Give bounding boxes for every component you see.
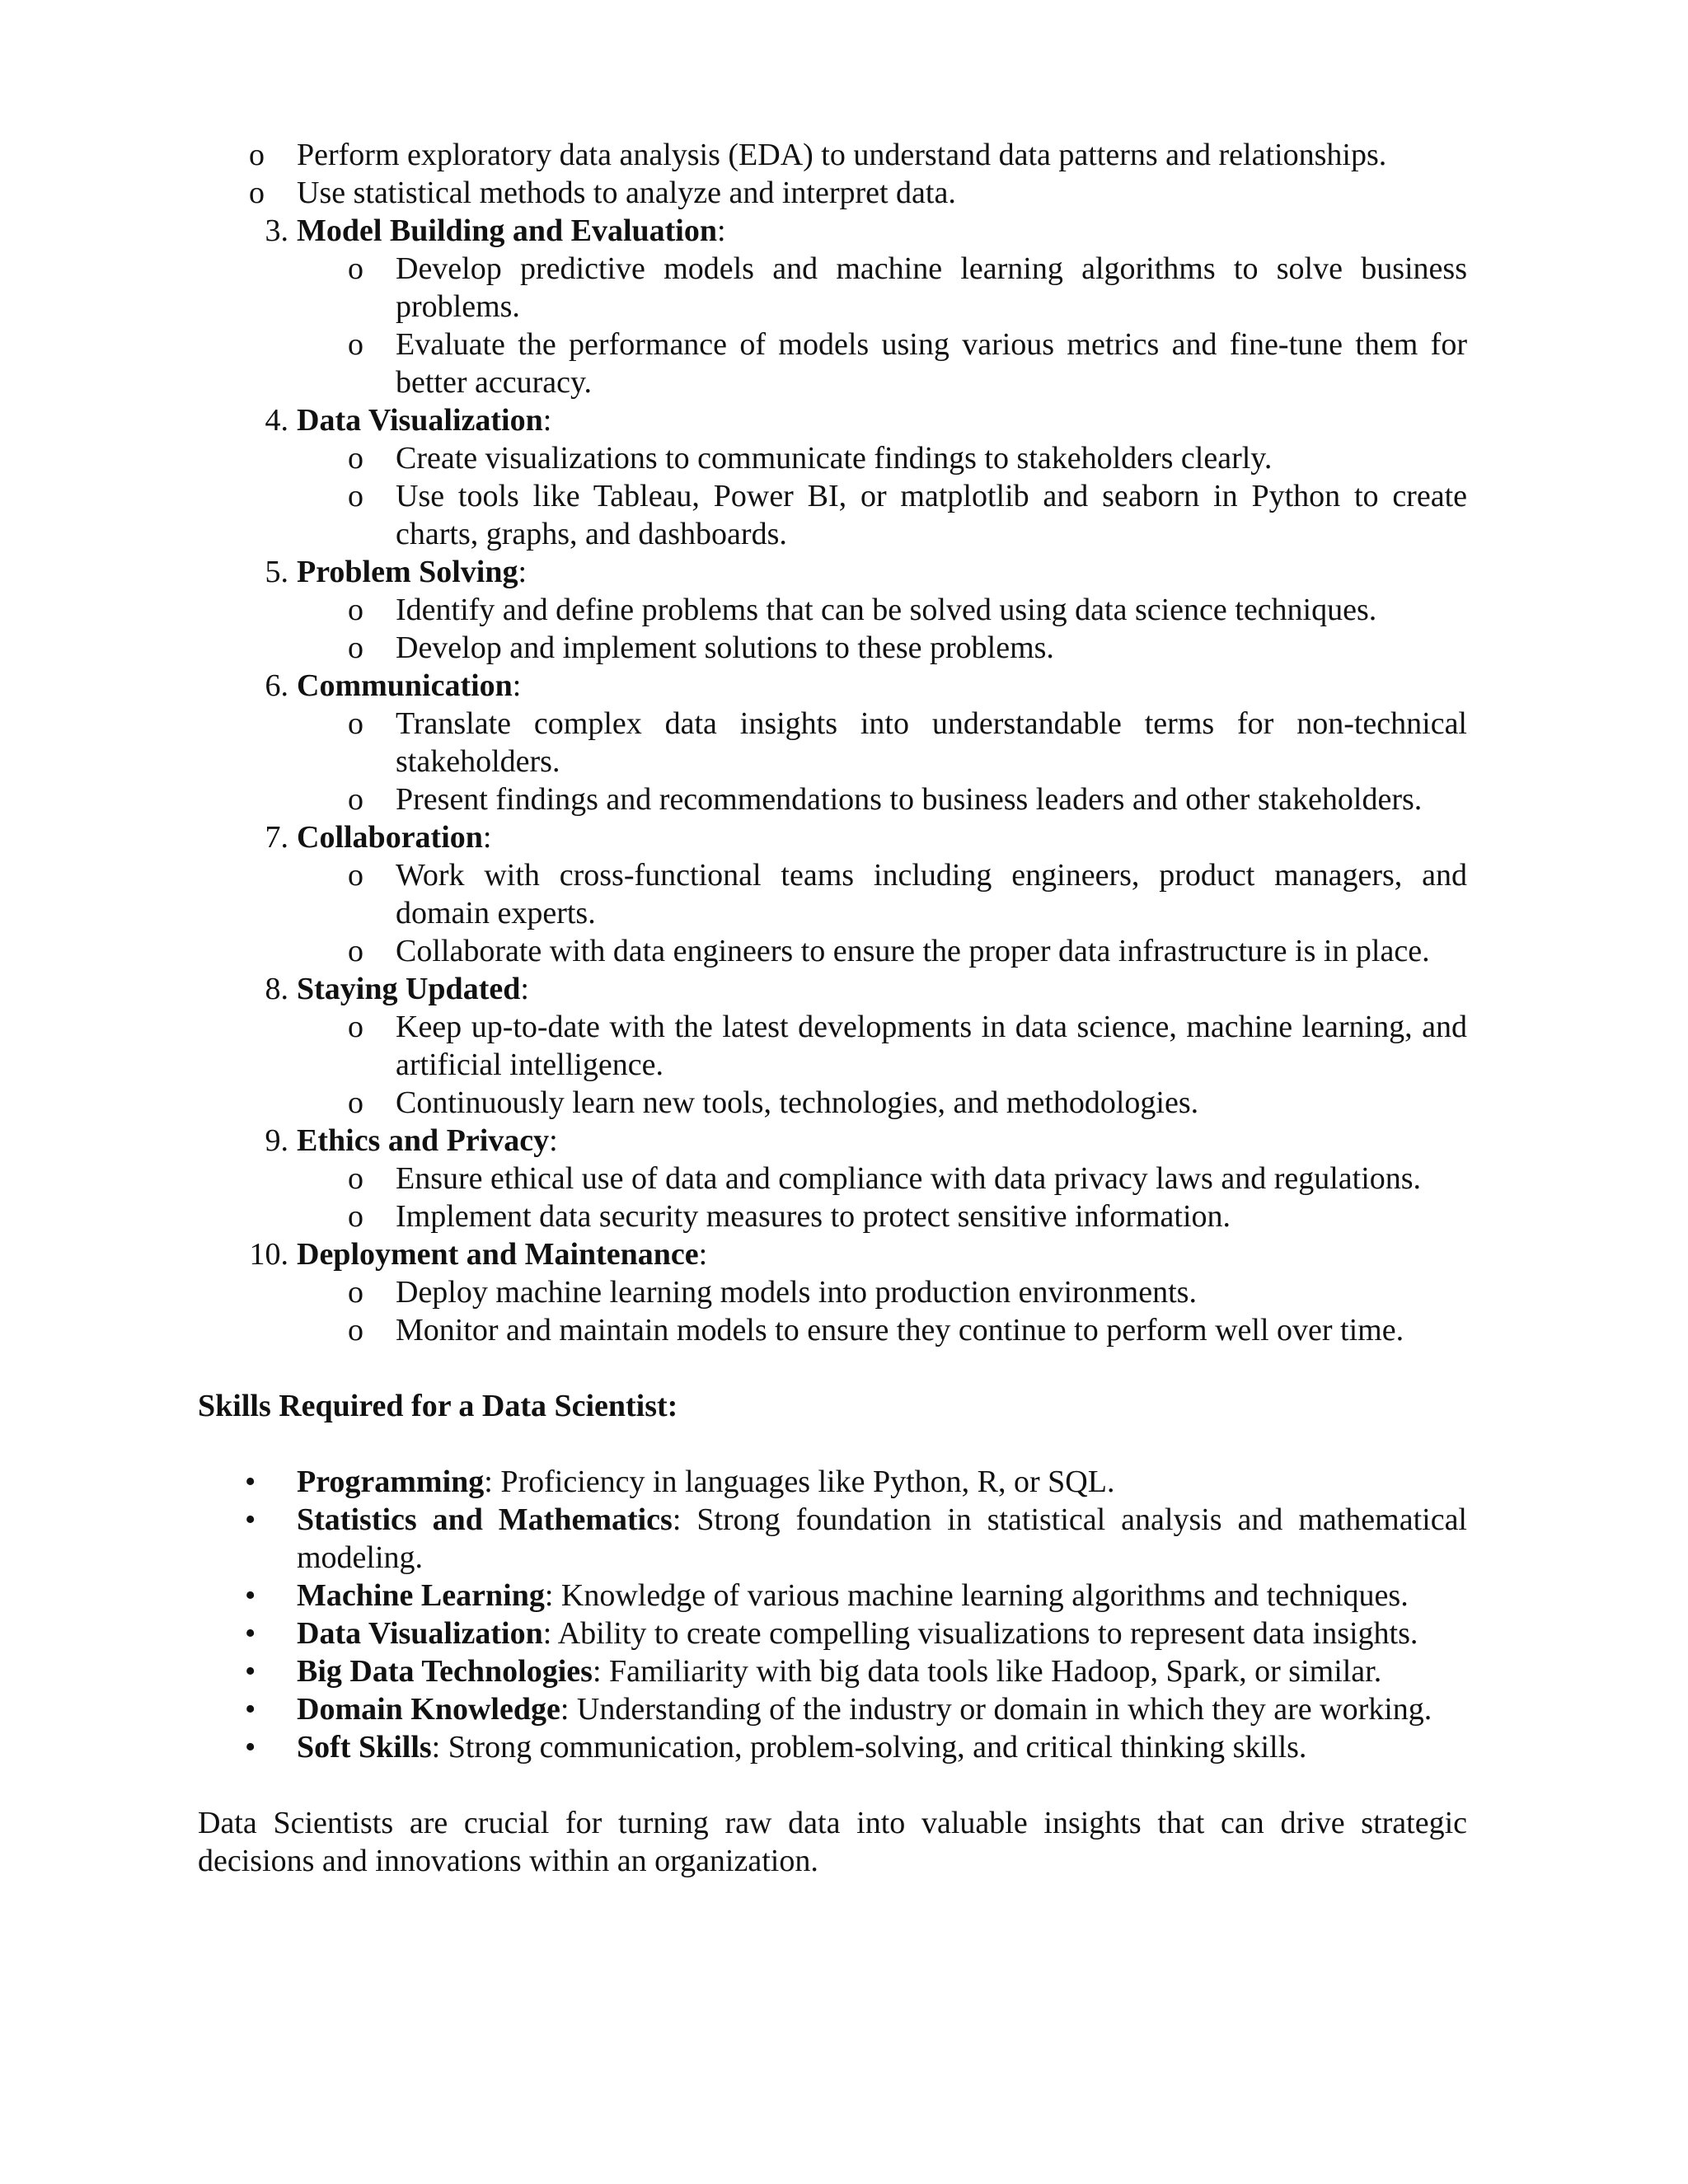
section-number: 9. [265,1123,288,1158]
skill-description: : Familiarity with big data tools like Hadoop, Spark, or similar. [592,1654,1382,1689]
section-colon: : [717,213,726,248]
sub-item-text: Continuously learn new tools, technologies, and methodologies. [396,1085,1199,1120]
document-body [198,136,1467,1880]
sub-list-item [99,174,1467,212]
section-number: 8. [265,972,288,1006]
continued-sub-list [198,136,1467,212]
section-item [198,1235,1467,1349]
skill-description: : Knowledge of various machine learning algorithms and techniques. [544,1578,1409,1613]
bullet-icon: • [245,1578,256,1613]
skill-name: Statistics and Mathematics [297,1502,673,1537]
section-colon: : [542,403,552,438]
sub-list-item [198,705,1467,780]
sub-bullet-marker: o [348,1085,363,1120]
sub-list-item [198,439,1467,477]
skill-description: : Proficiency in languages like Python, R, or SQL. [484,1465,1115,1499]
section-colon: : [518,555,528,589]
sub-item-text: Implement data security measures to protect sensitive information. [396,1199,1231,1234]
section-item [198,818,1467,970]
skill-item [198,1463,1467,1501]
sub-bullet-marker: o [348,479,363,513]
sub-bullet-marker: o [348,1313,363,1347]
sub-list-item [198,591,1467,629]
section-heading [297,818,1467,856]
sub-bullet-marker: o [348,1275,363,1310]
section-sub-list [297,250,1467,401]
sub-item-text: Use statistical methods to analyze and interpret data. [297,176,956,210]
bullet-icon: • [245,1692,256,1727]
skill-description: : Strong foundation in statistical analysis and mathematical modeling. [297,1502,1467,1575]
skill-name: Machine Learning [297,1578,545,1613]
section-title: Ethics and Privacy [297,1123,550,1158]
sub-list-item [198,326,1467,401]
skill-name: Programming [297,1465,485,1499]
sub-list-item [198,1273,1467,1311]
sub-item-text: Monitor and maintain models to ensure they continue to perform well over time. [396,1313,1404,1347]
section-title: Staying Updated [297,972,521,1006]
section-colon: : [482,820,492,855]
sub-list-item [198,250,1467,326]
section-item [198,1122,1467,1235]
skill-item [198,1652,1467,1690]
section-heading [297,667,1467,705]
skill-description: : Strong communication, problem-solving, and critical thinking skills. [431,1730,1307,1765]
section-sub-list [297,856,1467,970]
skill-description: : Ability to create compelling visualizations to represent data insights. [542,1616,1418,1651]
section-heading [297,212,1467,250]
sub-bullet-marker: o [348,593,363,627]
sub-item-text: Develop predictive models and machine learning algorithms to solve business problems. [396,251,1467,324]
bullet-icon: • [245,1616,256,1651]
sub-item-text: Identify and define problems that can be solved using data science techniques. [396,593,1377,627]
skill-name: Soft Skills [297,1730,432,1765]
sub-item-text: Work with cross-functional teams including engineers, product managers, and domain experts. [396,858,1467,930]
sub-item-text: Create visualizations to communicate findings to stakeholders clearly. [396,441,1273,476]
section-number: 10. [249,1237,288,1272]
section-sub-list [297,1160,1467,1235]
sub-item-text: Develop and implement solutions to these problems. [396,630,1054,665]
section-number: 7. [265,820,288,855]
skill-item [198,1690,1467,1728]
sub-list-item [198,629,1467,667]
skills-list [198,1463,1467,1766]
sub-list-item [198,1008,1467,1084]
section-heading [297,1122,1467,1160]
sub-list-item [198,780,1467,818]
skill-item [198,1501,1467,1577]
sub-item-text: Deploy machine learning models into production environments. [396,1275,1197,1310]
section-title: Model Building and Evaluation [297,213,717,248]
section-number: 3. [265,213,288,248]
section-item [198,970,1467,1122]
section-sub-list [297,705,1467,818]
section-title: Collaboration [297,820,483,855]
skill-name: Big Data Technologies [297,1654,593,1689]
closing-paragraph: Data Scientists are crucial for turning raw data into valuable insights that can drive strategic decisions and innovations within an organization. [198,1806,1467,1878]
sub-list-item [198,932,1467,970]
section-number: 6. [265,668,288,703]
bullet-icon: • [245,1654,256,1689]
sub-item-text: Present findings and recommendations to business leaders and other stakeholders. [396,782,1423,817]
skill-description: : Understanding of the industry or domain in which they are working. [560,1692,1432,1727]
section-number: 5. [265,555,288,589]
skill-item [198,1615,1467,1652]
sub-bullet-marker: o [348,782,363,817]
sub-bullet-marker: o [348,441,363,476]
section-heading [297,1235,1467,1273]
sub-bullet-marker: o [348,630,363,665]
sub-item-text: Use tools like Tableau, Power BI, or matplotlib and seaborn in Python to create charts, graphs, and dashboards. [396,479,1467,551]
sub-list-item [198,1311,1467,1349]
skills-heading: Skills Required for a Data Scientist: [198,1389,678,1423]
sub-item-text: Keep up-to-date with the latest developments in data science, machine learning, and artificial intelligence. [396,1010,1467,1082]
sub-bullet-marker: o [348,251,363,286]
sub-bullet-marker: o [348,1199,363,1234]
skill-item [198,1728,1467,1766]
section-heading [297,970,1467,1008]
sub-list-item [198,856,1467,932]
section-colon: : [520,972,529,1006]
section-colon: : [512,668,522,703]
sub-bullet-marker: o [348,1161,363,1196]
section-sub-list [297,1008,1467,1122]
section-title: Data Visualization [297,403,543,438]
sub-bullet-marker: o [348,858,363,893]
sub-bullet-marker: o [249,176,265,210]
section-item [198,553,1467,667]
sub-bullet-marker: o [348,1010,363,1044]
sub-list-item [99,136,1467,174]
sub-bullet-marker: o [348,934,363,968]
section-title: Communication [297,668,513,703]
section-heading [297,401,1467,439]
section-sub-list [297,1273,1467,1349]
sub-bullet-marker: o [348,327,363,362]
skill-name: Domain Knowledge [297,1692,560,1727]
section-title: Problem Solving [297,555,518,589]
sub-list-item [198,1084,1467,1122]
section-colon: : [549,1123,558,1158]
responsibilities-list [198,212,1467,1349]
section-title: Deployment and Maintenance [297,1237,699,1272]
sub-bullet-marker: o [348,706,363,741]
section-colon: : [698,1237,708,1272]
sub-list-item [198,1197,1467,1235]
section-item [198,401,1467,553]
skill-item [198,1577,1467,1615]
section-number: 4. [265,403,288,438]
bullet-icon: • [245,1465,256,1499]
section-heading [297,553,1467,591]
sub-item-text: Perform exploratory data analysis (EDA) to understand data patterns and relationships. [297,138,1387,172]
section-sub-list [297,591,1467,667]
sub-list-item [198,1160,1467,1197]
section-item [198,212,1467,401]
sub-item-text: Evaluate the performance of models using various metrics and fine-tune them for better accuracy. [396,327,1467,400]
section-item [198,667,1467,818]
sub-item-text: Ensure ethical use of data and compliance with data privacy laws and regulations. [396,1161,1422,1196]
sub-bullet-marker: o [249,138,265,172]
bullet-icon: • [245,1730,256,1765]
skill-name: Data Visualization [297,1616,543,1651]
sub-list-item [198,477,1467,553]
sub-item-text: Translate complex data insights into understandable terms for non-technical stakeholders. [396,706,1467,779]
section-sub-list [297,439,1467,553]
sub-item-text: Collaborate with data engineers to ensure the proper data infrastructure is in place. [396,934,1430,968]
bullet-icon: • [245,1502,256,1537]
